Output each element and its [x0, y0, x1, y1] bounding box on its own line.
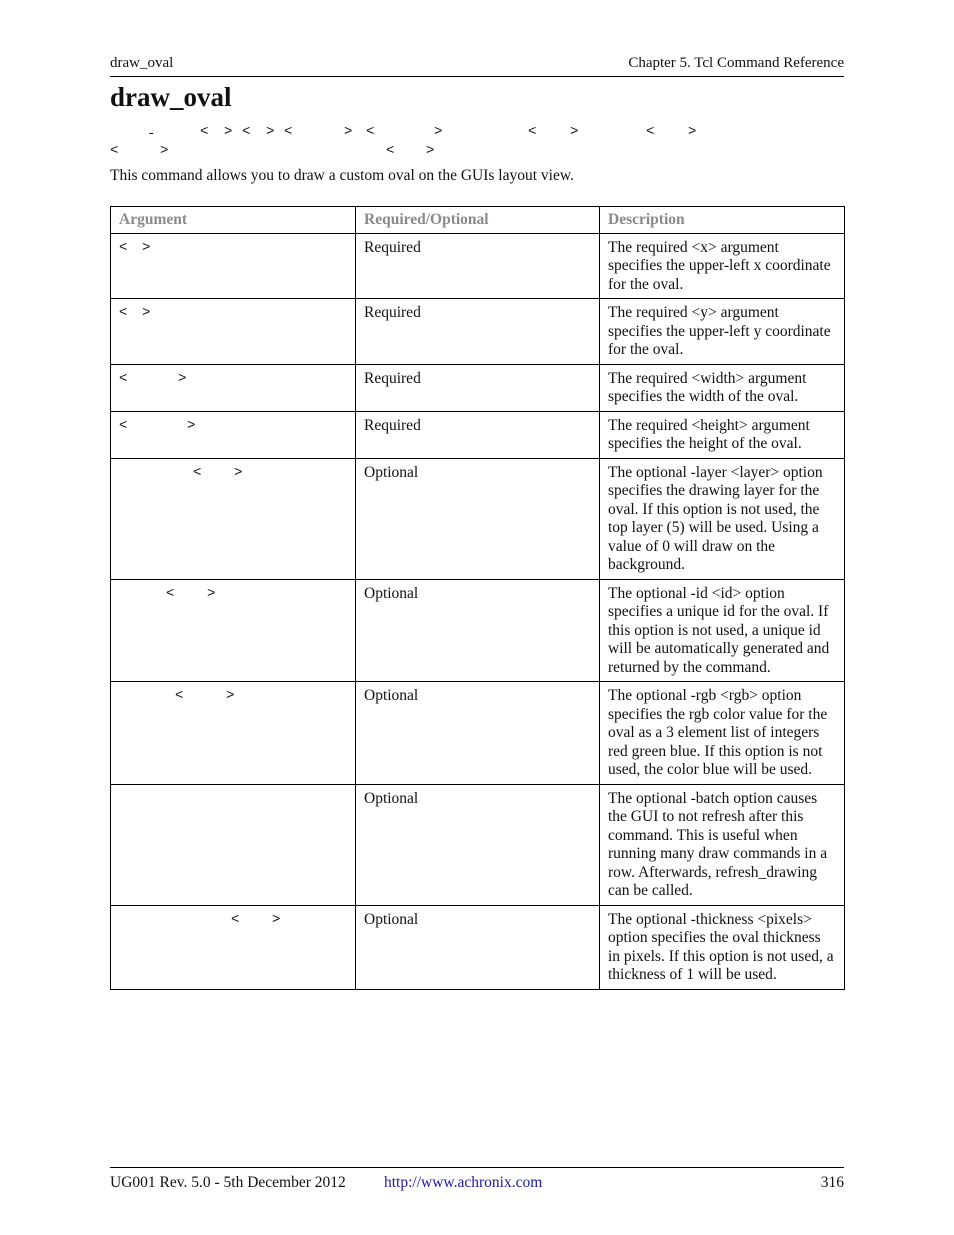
arg-bracket: > [178, 370, 187, 387]
arg-bracket: > [272, 911, 281, 928]
arg-bracket: > [226, 688, 235, 704]
arg-bracket: < [175, 688, 184, 704]
table-row [111, 784, 845, 905]
page-footer [110, 1167, 844, 1191]
arg-bracket: < [119, 417, 128, 434]
arg-bracket: < [119, 305, 128, 321]
column-header-argument: Argument [111, 207, 356, 234]
syntax-bracket: > [266, 124, 275, 140]
syntax-bracket: > [426, 143, 435, 159]
syntax-bracket: < [200, 124, 209, 140]
footer-doc-revision: UG001 Rev. 5.0 - 5th December 2012 [110, 1174, 346, 1191]
syntax-bracket: > [570, 124, 579, 140]
page-title: draw_oval [110, 82, 232, 112]
table-row [111, 364, 845, 411]
command-syntax [110, 124, 844, 164]
arg-bracket: < [119, 239, 128, 256]
arg-bracket: > [142, 239, 151, 256]
footer-website-link[interactable]: http://www.achronix.com [384, 1174, 543, 1191]
required-cell: Required [356, 299, 600, 365]
column-header-required: Required/Optional [356, 207, 600, 234]
arg-bracket: > [142, 305, 151, 321]
syntax-bracket: < [110, 143, 119, 159]
argument-cell [111, 233, 356, 299]
syntax-bracket: > [160, 143, 169, 159]
table-row [111, 233, 845, 299]
description-cell: The required <y> argument specifies the upper-left y coordinate for the oval. [600, 299, 845, 365]
required-cell: Optional [356, 682, 600, 785]
required-cell: Optional [356, 579, 600, 682]
arg-bracket: > [207, 585, 216, 602]
syntax-bracket: > [224, 124, 233, 140]
syntax-bracket: > [434, 124, 443, 140]
required-cell: Optional [356, 458, 600, 579]
argument-cell [111, 579, 356, 682]
arg-bracket: < [193, 464, 202, 481]
column-header-description: Description [600, 207, 845, 234]
required-cell: Required [356, 233, 600, 299]
syntax-bracket: < [284, 124, 293, 140]
description-cell: The optional -layer <layer> option specifies the drawing layer for the oval. If this option is not used, the top layer (5) will be used. Using a value of 0 will draw on the background. [600, 458, 845, 579]
argument-cell [111, 299, 356, 365]
argument-cell [111, 411, 356, 458]
syntax-bracket: < [386, 143, 395, 159]
arg-bracket: < [231, 911, 240, 928]
required-cell: Optional [356, 905, 600, 989]
description-cell: The optional -rgb <rgb> option specifies the rgb color value for the oval as a 3 element list of integers red green blue. If this option is not used, the color blue will be used. [600, 682, 845, 785]
syntax-bracket: > [344, 124, 353, 140]
description-cell: The required <width> argument specifies the width of the oval. [600, 364, 845, 411]
command-description: This command allows you to draw a custom oval on the GUIs layout view. [110, 167, 574, 184]
required-cell: Required [356, 411, 600, 458]
argument-cell [111, 905, 356, 989]
syntax-bracket: < [528, 124, 537, 140]
table-row [111, 458, 845, 579]
description-cell: The required <x> argument specifies the upper-left x coordinate for the oval. [600, 233, 845, 299]
table-row [111, 905, 845, 989]
arg-bracket: < [166, 585, 175, 602]
argument-cell [111, 784, 356, 905]
arguments-table [110, 206, 845, 990]
arg-bracket: < [119, 370, 128, 387]
description-cell: The optional -id <id> option specifies a unique id for the oval. If this option is not used, a unique id will be automatically generated and returned by the command. [600, 579, 845, 682]
syntax-bracket: < [646, 124, 655, 140]
description-cell: The optional -thickness <pixels> option specifies the oval thickness in pixels. If this option is not used, a thickness of 1 will be used. [600, 905, 845, 989]
table-row [111, 411, 845, 458]
syntax-underscore: - [147, 126, 156, 142]
description-cell: The optional -batch option causes the GUI to not refresh after this command. This is useful when running many draw commands in a row. Afterwards, refresh_drawing can be called. [600, 784, 845, 905]
syntax-bracket: < [242, 124, 251, 140]
syntax-bracket: < [366, 124, 375, 140]
syntax-bracket: > [688, 124, 697, 140]
required-cell: Required [356, 364, 600, 411]
argument-cell [111, 682, 356, 785]
page-number: 316 [820, 1174, 844, 1191]
table-header-row [111, 207, 845, 234]
arg-bracket: > [187, 417, 196, 434]
header-command-name: draw_oval [110, 55, 174, 71]
required-cell: Optional [356, 784, 600, 905]
argument-cell [111, 458, 356, 579]
table-row [111, 682, 845, 785]
arg-bracket: > [234, 464, 243, 481]
description-cell: The required <height> argument specifies the height of the oval. [600, 411, 845, 458]
table-row [111, 579, 845, 682]
page-header [110, 54, 844, 77]
argument-cell [111, 364, 356, 411]
header-chapter-title: Chapter 5. Tcl Command Reference [628, 55, 844, 71]
table-row [111, 299, 845, 365]
